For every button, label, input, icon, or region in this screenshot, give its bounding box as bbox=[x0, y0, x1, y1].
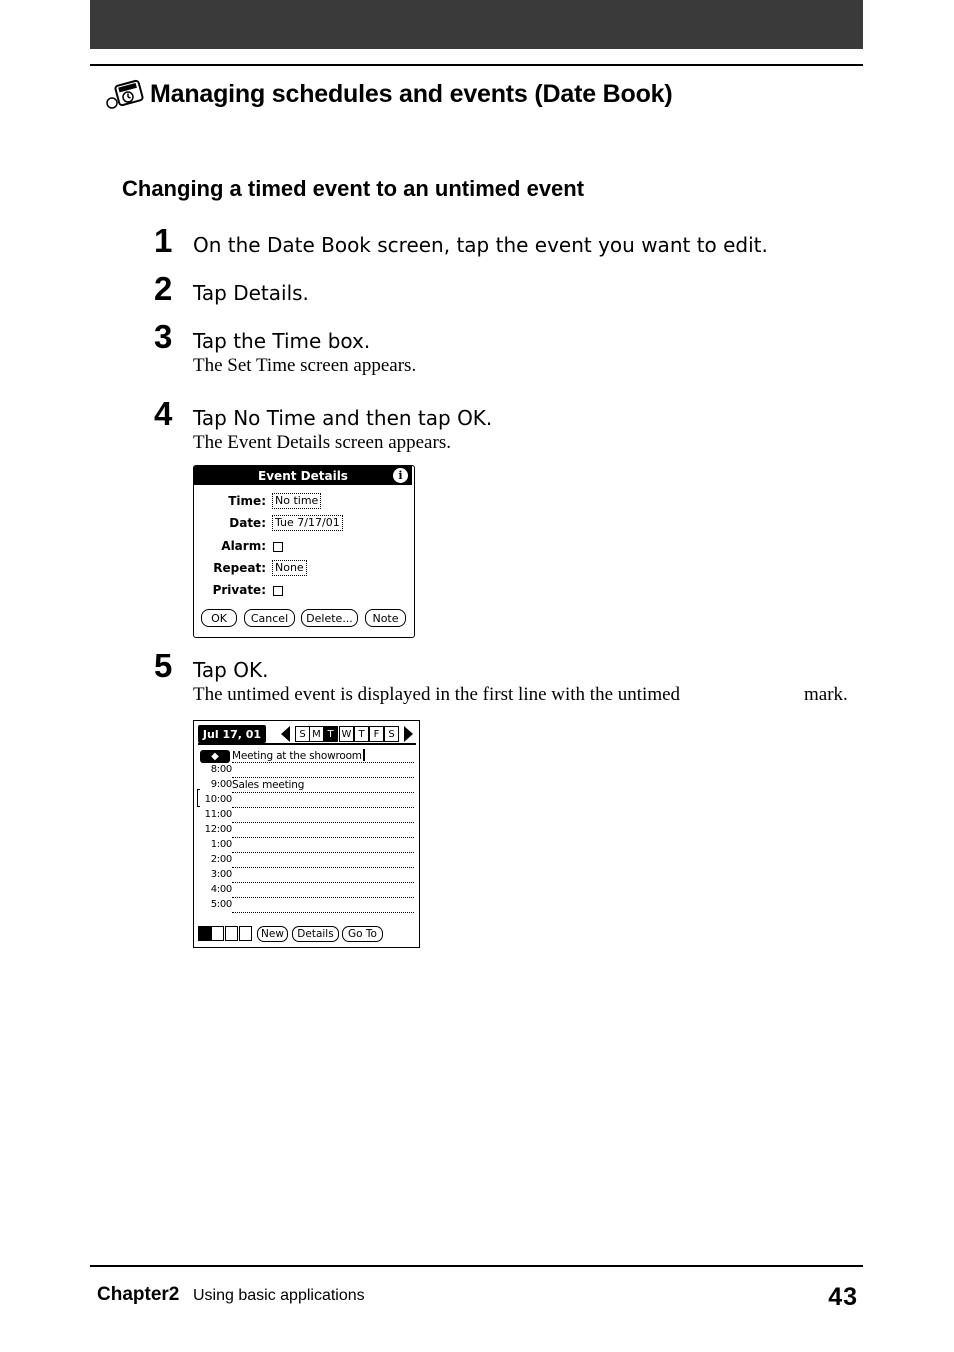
date-title[interactable]: Jul 17, 01 bbox=[198, 725, 266, 743]
time-slot: 4:00 bbox=[210, 884, 232, 895]
day-wed[interactable]: W bbox=[339, 726, 354, 742]
next-week-icon[interactable] bbox=[404, 726, 413, 742]
untimed-event-text: Meeting at the showroom bbox=[232, 750, 362, 762]
row-line bbox=[232, 822, 414, 823]
datebook-icon bbox=[104, 77, 144, 111]
page-title: Managing schedules and events (Date Book) bbox=[150, 79, 673, 108]
time-row[interactable] bbox=[198, 854, 416, 869]
section-heading: Changing a timed event to an untimed event bbox=[122, 176, 585, 201]
row-line bbox=[232, 807, 414, 808]
delete-button[interactable]: Delete... bbox=[301, 609, 358, 627]
step-text: On the Date Book screen, tap the event you want to edit. bbox=[193, 233, 768, 257]
step-text: Tap No Time and then tap OK. bbox=[193, 406, 493, 430]
private-label: Private: bbox=[212, 583, 266, 597]
time-slot: 1:00 bbox=[210, 839, 232, 850]
week-view-icon[interactable] bbox=[211, 926, 224, 941]
step-number: 2 bbox=[154, 270, 173, 307]
time-row[interactable] bbox=[198, 839, 416, 854]
note-button[interactable]: Note bbox=[365, 609, 406, 627]
footer-chapter: Chapter2 bbox=[97, 1284, 180, 1305]
header-bar bbox=[90, 0, 863, 49]
step-text: Tap OK. bbox=[193, 658, 269, 682]
info-icon[interactable]: i bbox=[393, 468, 408, 483]
repeat-label: Repeat: bbox=[213, 561, 266, 575]
cancel-button[interactable]: Cancel bbox=[244, 609, 295, 627]
event-details-title: Event Details bbox=[258, 468, 348, 483]
time-slot: 2:00 bbox=[210, 854, 232, 865]
time-slot: 12:00 bbox=[204, 824, 232, 835]
row-line bbox=[232, 912, 414, 913]
day-fri[interactable]: F bbox=[369, 726, 384, 742]
day-view-icon[interactable] bbox=[198, 926, 211, 941]
step-note: The untimed event is displayed in the first line with the untimed bbox=[193, 684, 681, 705]
row-line bbox=[232, 882, 414, 883]
time-row[interactable] bbox=[198, 824, 416, 839]
step-number: 5 bbox=[154, 647, 173, 684]
row-line bbox=[232, 867, 414, 868]
event-details-titlebar bbox=[194, 466, 412, 485]
step-3 bbox=[154, 318, 370, 356]
private-checkbox[interactable] bbox=[273, 586, 283, 596]
untimed-event[interactable] bbox=[232, 749, 365, 762]
time-slot: 11:00 bbox=[204, 809, 232, 820]
text-cursor bbox=[363, 749, 365, 761]
row-line bbox=[232, 837, 414, 838]
time-slot: 8:00 bbox=[210, 764, 232, 775]
prev-week-icon[interactable] bbox=[281, 726, 290, 742]
new-button[interactable]: New bbox=[257, 926, 288, 942]
step-note: The Set Time screen appears. bbox=[193, 355, 417, 376]
time-slot: 5:00 bbox=[210, 899, 232, 910]
time-row[interactable] bbox=[198, 794, 416, 809]
agenda-view-icon[interactable] bbox=[239, 926, 252, 941]
alarm-checkbox[interactable] bbox=[273, 542, 283, 552]
day-sat[interactable]: S bbox=[384, 726, 399, 742]
time-slot: 3:00 bbox=[210, 869, 232, 880]
row-line bbox=[232, 792, 414, 793]
row-line bbox=[232, 762, 414, 763]
ok-button[interactable]: OK bbox=[201, 609, 237, 627]
time-slot: 10:00 bbox=[204, 794, 232, 805]
time-field[interactable]: No time bbox=[272, 493, 321, 509]
goto-button[interactable]: Go To bbox=[342, 926, 383, 942]
step-number: 1 bbox=[154, 222, 173, 259]
row-line bbox=[232, 777, 414, 778]
row-line bbox=[232, 852, 414, 853]
footer-description: Using basic applications bbox=[193, 1287, 365, 1304]
time-label: Time: bbox=[228, 494, 266, 508]
time-row[interactable] bbox=[198, 779, 416, 794]
day-thu[interactable]: T bbox=[354, 726, 369, 742]
step-number: 4 bbox=[154, 395, 173, 432]
time-slot: 9:00 bbox=[210, 779, 232, 790]
row-line bbox=[232, 897, 414, 898]
day-tue[interactable]: T bbox=[323, 726, 338, 742]
repeat-field[interactable]: None bbox=[272, 560, 307, 576]
step-note: The Event Details screen appears. bbox=[193, 432, 451, 453]
time-row[interactable] bbox=[198, 899, 416, 914]
step-5 bbox=[154, 647, 268, 685]
title-underline bbox=[198, 743, 416, 745]
header-rule bbox=[90, 64, 863, 66]
footer-rule bbox=[90, 1265, 863, 1267]
alarm-label: Alarm: bbox=[221, 539, 266, 553]
details-button[interactable]: Details bbox=[292, 926, 339, 942]
event-details-screenshot bbox=[193, 465, 415, 638]
date-field[interactable]: Tue 7/17/01 bbox=[272, 515, 343, 531]
step-number: 3 bbox=[154, 318, 173, 355]
step-4 bbox=[154, 395, 492, 433]
step-text: Tap the Time box. bbox=[193, 329, 371, 353]
time-row[interactable] bbox=[198, 869, 416, 884]
untimed-mark-icon: ◆ bbox=[200, 750, 230, 763]
step-note-tail: mark. bbox=[804, 684, 848, 705]
day-sun[interactable]: S bbox=[295, 726, 310, 742]
step-1 bbox=[154, 222, 768, 260]
time-row[interactable] bbox=[198, 764, 416, 779]
month-view-icon[interactable] bbox=[225, 926, 238, 941]
time-row[interactable] bbox=[198, 884, 416, 899]
step-text: Tap Details. bbox=[193, 281, 309, 305]
date-label: Date: bbox=[229, 516, 266, 530]
title-row bbox=[104, 76, 672, 112]
time-row[interactable] bbox=[198, 809, 416, 824]
day-mon[interactable]: M bbox=[309, 726, 324, 742]
page-number: 43 bbox=[828, 1283, 858, 1311]
date-book-screenshot bbox=[193, 720, 420, 948]
event-text: Sales meeting bbox=[232, 779, 305, 791]
untimed-row[interactable] bbox=[198, 749, 416, 764]
step-2 bbox=[154, 270, 309, 308]
